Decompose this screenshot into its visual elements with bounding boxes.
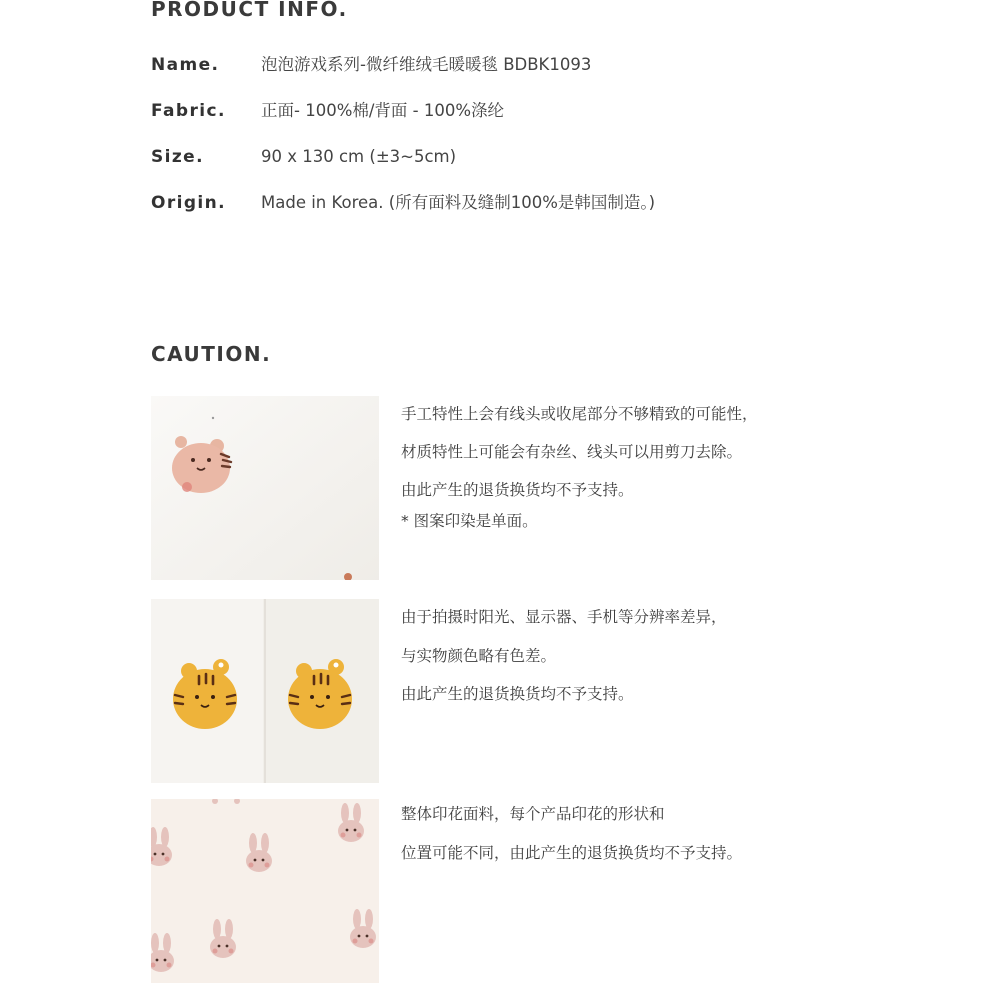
caution-text-line: 位置可能不同，由此产生的退货换货均不予支持。 — [401, 844, 743, 862]
caution-text-line: 与实物颜色略有色差。 — [401, 647, 557, 665]
info-label: Size. — [151, 147, 204, 167]
bunny-face-print-icon — [151, 799, 379, 983]
caution-text-line: 整体印花面料，每个产品印花的形状和 — [401, 805, 665, 823]
info-label: Origin. — [151, 193, 227, 213]
caution-photo-tiger — [151, 599, 379, 783]
product-info-heading: PRODUCT INFO. — [151, 0, 348, 21]
tiger-face-print-icon — [151, 599, 379, 783]
caution-photo-bear — [151, 396, 379, 580]
info-value: Made in Korea. (所有面料及缝制100%是韩国制造。) — [261, 193, 656, 212]
caution-text-line: 由于拍摄时阳光、显示器、手机等分辨率差异， — [401, 608, 727, 626]
bear-face-print-icon — [151, 396, 379, 580]
caution-photo-bunny — [151, 799, 379, 983]
info-value: 正面- 100%棉/背面 - 100%涤纶 — [261, 101, 505, 120]
caution-heading: CAUTION. — [151, 342, 272, 366]
caution-text-line: 手工特性上会有线头或收尾部分不够精致的可能性， — [401, 405, 758, 423]
info-value: 泡泡游戏系列-微纤维绒毛暖暖毯 BDBK1093 — [261, 55, 592, 74]
info-value: 90 x 130 cm (±3~5cm) — [261, 147, 457, 166]
info-label: Name. — [151, 55, 220, 75]
info-label: Fabric. — [151, 101, 226, 121]
caution-text-line: 由此产生的退货换货均不予支持。 — [401, 685, 634, 703]
caution-text-line: 由此产生的退货换货均不予支持。 — [401, 481, 634, 499]
caution-text-line: 材质特性上可能会有杂丝、线头可以用剪刀去除。 — [401, 443, 743, 461]
caution-text-line: * 图案印染是单面。 — [401, 512, 538, 530]
